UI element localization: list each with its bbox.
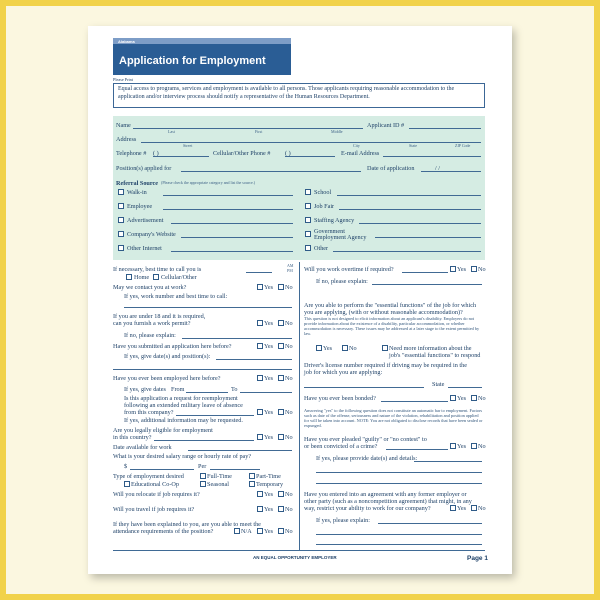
to-date-field[interactable] (240, 392, 292, 393)
agreement-explain-label: If yes, please explain: (316, 517, 370, 524)
submitted-dates-field-2[interactable] (113, 369, 292, 370)
overtime-explain-field[interactable] (372, 284, 482, 285)
seasonal-checkbox[interactable] (200, 481, 206, 487)
salary-dollar-label: $ (124, 463, 128, 470)
cellular-label: Cellular/Other (161, 274, 197, 281)
permit-yes-label: Yes (264, 320, 274, 327)
submitted-yes-label: Yes (264, 343, 274, 350)
submitted-yes-checkbox[interactable] (257, 343, 263, 349)
referral-other-field[interactable] (333, 251, 481, 252)
date-application-label: Date of application (367, 165, 415, 172)
attendance-no-label: No (285, 528, 293, 535)
work-number-field[interactable] (124, 307, 292, 308)
submitted-no-label: No (285, 343, 293, 350)
reemployment-info-note: If yes, additional information may be requested. (124, 417, 243, 424)
permit-no-label: No (285, 320, 293, 327)
attendance-yes-label: Yes (264, 528, 274, 535)
employed-dates-label: If yes, give dates (124, 386, 166, 393)
telephone-label: Telephone # (116, 150, 147, 157)
referral-walkin-label: Walk-in (127, 189, 147, 196)
guilty-details-field-2[interactable] (316, 472, 482, 473)
temporary-label: Temporary (256, 481, 284, 488)
eligible-no-checkbox[interactable] (278, 434, 284, 440)
essential-yes-label: Yes (323, 345, 333, 352)
address-field[interactable] (141, 142, 481, 143)
legally-eligible-field[interactable] (154, 440, 254, 441)
employed-yes-checkbox[interactable] (257, 375, 263, 381)
reemployment-field[interactable] (176, 415, 254, 416)
referral-website-label: Company's Website (127, 231, 176, 238)
referral-jobfair-field[interactable] (339, 209, 481, 210)
referral-walkin-checkbox[interactable] (118, 189, 124, 195)
guilty-yes-label: Yes (457, 443, 467, 450)
date-application-field[interactable] (421, 171, 481, 172)
referral-employee-field[interactable] (163, 209, 293, 210)
referral-title: Referral Source (116, 180, 158, 187)
referral-advertisement-checkbox[interactable] (118, 217, 124, 223)
attendance-yes-checkbox[interactable] (257, 528, 263, 534)
home-label: Home (134, 274, 150, 281)
telephone-area: ( ) (153, 150, 159, 157)
license-label-1: Driver's license number required if driving may be required in the (304, 362, 467, 369)
contact-work-no-checkbox[interactable] (278, 284, 284, 290)
relocate-yes-checkbox[interactable] (257, 491, 263, 497)
employed-before-label: Have you ever been employed here before? (113, 375, 221, 382)
part-time-label: Part-Time (256, 473, 281, 480)
eligible-yes-label: Yes (264, 434, 274, 441)
bonded-yes-checkbox[interactable] (450, 395, 456, 401)
need-info-label-1: Need more information about the (389, 345, 472, 352)
guilty-details-field[interactable] (414, 461, 482, 462)
essential-yes-checkbox[interactable] (316, 345, 322, 351)
overtime-field[interactable] (402, 272, 448, 273)
guilty-label-1: Have you ever pleaded "guilty" or "no contest" to (304, 436, 427, 443)
full-time-label: Full-Time (207, 473, 232, 480)
referral-walkin-field[interactable] (163, 195, 293, 196)
permit-explain-field[interactable] (182, 338, 292, 339)
travel-no-label: No (285, 506, 293, 513)
position-label: Position(s) applied for (116, 165, 172, 172)
referral-advertisement-field[interactable] (171, 223, 293, 224)
overtime-yes-checkbox[interactable] (450, 266, 456, 272)
overtime-no-checkbox[interactable] (471, 266, 477, 272)
overtime-yes-label: Yes (457, 266, 467, 273)
guilty-details-label: If yes, please provide date(s) and details: (316, 455, 418, 462)
travel-label: Will you travel if job requires it? (113, 506, 195, 513)
seasonal-label: Seasonal (207, 481, 229, 488)
travel-no-checkbox[interactable] (278, 506, 284, 512)
permit-explain-label: If no, please explain: (124, 332, 176, 339)
guilty-details-field-3[interactable] (316, 483, 482, 484)
submitted-no-checkbox[interactable] (278, 343, 284, 349)
legally-eligible-label-1: Are you legally eligible for employment (113, 427, 213, 434)
work-number-label: If yes, work number and best time to call: (124, 293, 228, 300)
guilty-field[interactable] (386, 449, 448, 450)
contact-work-yes-label: Yes (264, 284, 274, 291)
agreement-explain-field-2[interactable] (316, 534, 482, 535)
last-sublabel: Last (168, 129, 175, 134)
travel-yes-label: Yes (264, 506, 274, 513)
first-sublabel: First (255, 129, 263, 134)
referral-employee-checkbox[interactable] (118, 203, 124, 209)
applicant-id-field[interactable] (409, 128, 481, 129)
full-time-checkbox[interactable] (200, 473, 206, 479)
reemployment-yes-checkbox[interactable] (257, 409, 263, 415)
agreement-yes-checkbox[interactable] (450, 505, 456, 511)
salary-per-label: Per (198, 463, 207, 470)
bonded-yes-label: Yes (457, 395, 467, 402)
referral-school-label: School (314, 189, 332, 196)
referral-employee-label: Employee (127, 203, 153, 210)
relocate-yes-label: Yes (264, 491, 274, 498)
notice-box: Equal access to programs, services and employment is available to all persons. Those applicants requiring reasonable accommodation to the application and/or interview process should notify a representative of the Human Resources Department. (113, 83, 485, 108)
contact-work-no-label: No (285, 284, 293, 291)
guilty-no-checkbox[interactable] (471, 443, 477, 449)
bonded-no-checkbox[interactable] (471, 395, 477, 401)
telephone-field[interactable] (153, 156, 209, 157)
city-sublabel: City (353, 143, 360, 148)
state-label: Alabama (118, 38, 135, 44)
equal-opportunity-footer: AN EQUAL OPPORTUNITY EMPLOYER (253, 555, 337, 560)
from-label: From (171, 386, 185, 393)
referral-internet-label: Other Internet (127, 245, 162, 252)
license-label-2: job for which you are applying: (304, 369, 383, 376)
application-page (88, 26, 512, 574)
overtime-explain-label: If no, please explain: (316, 278, 368, 285)
essential-label-2: you are applying, (with or without reasonable accommodation)? (304, 309, 463, 316)
bonded-field[interactable] (381, 401, 448, 402)
relocate-no-label: No (285, 491, 293, 498)
part-time-checkbox[interactable] (249, 473, 255, 479)
referral-advertisement-label: Advertisement (127, 217, 164, 224)
attendance-na-label: N/A (241, 528, 252, 535)
license-number-field[interactable] (304, 387, 424, 388)
email-label: E-mail Address (341, 150, 380, 157)
agreement-no-label: No (478, 505, 486, 512)
salary-amount-field[interactable] (130, 469, 194, 470)
position-field[interactable] (181, 171, 361, 172)
best-time-label: If necessary, best time to call you is (113, 266, 202, 273)
state-tab (113, 38, 291, 44)
street-sublabel: Street (183, 143, 193, 148)
agreement-label-2: other party (such as a noncompetition agreement) that might, in any (304, 498, 472, 505)
to-label: To (231, 386, 238, 393)
referral-jobfair-label: Job Fair (314, 203, 335, 210)
referral-internet-field[interactable] (171, 251, 293, 252)
answering-fine-print: Answering "yes" to the following question does not constitute an automatic bar to employment. Factors such as date of the offense, seriousness and nature of the violation, rehabilitation and position applied for will be taken into account. NOTE: You are not obligated to disclose records that have been sealed or expunged. (304, 408, 483, 428)
attendance-no-checkbox[interactable] (278, 528, 284, 534)
under18-label: If you are under 18 and it is required, (113, 313, 206, 320)
footer-rule (113, 550, 485, 551)
agreement-yes-label: Yes (457, 505, 467, 512)
am-label: AM (287, 263, 294, 268)
address-label: Address (116, 136, 137, 143)
reemployment-no-label: No (285, 409, 293, 416)
referral-school-checkbox[interactable] (305, 189, 311, 195)
need-info-label-2: job's "essential functions" to respond (389, 352, 481, 359)
column-divider (299, 262, 300, 550)
bonded-no-label: No (478, 395, 486, 402)
submitted-before-label: Have you submitted an application here before? (113, 343, 232, 350)
guilty-label-2: or been convicted of a crime? (304, 443, 378, 450)
referral-government-checkbox[interactable] (305, 231, 311, 237)
essential-label-1: Are you able to perform the "essential functions" of the job for which (304, 302, 477, 309)
essential-no-checkbox[interactable] (342, 345, 348, 351)
referral-other-label: Other (314, 245, 329, 252)
coop-checkbox[interactable] (124, 481, 130, 487)
referral-staffing-label: Staffing Agency (314, 217, 355, 224)
referral-internet-checkbox[interactable] (118, 245, 124, 251)
legally-eligible-label-2: in this country? (113, 434, 152, 441)
attendance-label-2: attendance requirements of the position? (113, 528, 214, 535)
coop-label: Educational Co-Op (131, 481, 179, 488)
submitted-dates-field[interactable] (216, 359, 292, 360)
cell-area: ( ) (285, 150, 291, 157)
temporary-checkbox[interactable] (249, 481, 255, 487)
agreement-explain-field-3[interactable] (316, 544, 482, 545)
best-time-field[interactable] (246, 272, 272, 273)
travel-yes-checkbox[interactable] (257, 506, 263, 512)
reemployment-no-checkbox[interactable] (278, 409, 284, 415)
referral-website-field[interactable] (181, 237, 293, 238)
employed-yes-label: Yes (264, 375, 274, 382)
essential-no-label: No (349, 345, 357, 352)
essential-fine-print: This question is not designed to elicit information about an applicant's disability. Employers do not provide information about the existence of a disability, particular accommodation, or whether accommodation is necessary. These issues may be addressed at a later stage to the extent permitted by law. (304, 316, 480, 336)
guilty-no-label: No (478, 443, 486, 450)
referral-other-checkbox[interactable] (305, 245, 311, 251)
type-desired-label: Type of employment desired (113, 473, 184, 480)
reemployment-label-2: following an extended military leave of absence (124, 402, 243, 409)
referral-staffing-checkbox[interactable] (305, 217, 311, 223)
page-title: Application for Employment (119, 55, 266, 67)
agreement-no-checkbox[interactable] (471, 505, 477, 511)
employed-no-label: No (285, 375, 293, 382)
email-field[interactable] (383, 156, 481, 157)
bonded-label: Have you ever been bonded? (304, 395, 376, 402)
employed-no-checkbox[interactable] (278, 375, 284, 381)
applicant-id-label: Applicant ID # (367, 122, 405, 129)
reemployment-label-3: from this company? (124, 409, 174, 416)
eligible-no-label: No (285, 434, 293, 441)
referral-subtitle: (Please check the appropriate category and list the source.) (161, 180, 256, 185)
name-label: Name (116, 122, 131, 129)
middle-sublabel: Middle (331, 129, 343, 134)
referral-website-checkbox[interactable] (118, 231, 124, 237)
pm-label: PM (287, 268, 293, 273)
state-sublabel: State (409, 143, 417, 148)
relocate-no-checkbox[interactable] (278, 491, 284, 497)
relocate-label: Will you relocate if job requires it? (113, 491, 200, 498)
please-print-note: Please Print (113, 77, 133, 82)
cell-field[interactable] (285, 156, 335, 157)
salary-label: What is your desired salary range or hourly rate of pay? (113, 453, 252, 460)
applicant-section (113, 116, 485, 260)
date-available-label: Date available for work (113, 444, 172, 451)
submitted-dates-label: If yes, give date(s) and position(s): (124, 353, 211, 360)
work-permit-label: can you furnish a work permit? (113, 320, 191, 327)
contact-work-yes-checkbox[interactable] (257, 284, 263, 290)
home-checkbox[interactable] (126, 274, 132, 280)
referral-school-field[interactable] (337, 195, 481, 196)
page-number: Page 1 (467, 555, 488, 562)
referral-government-label: Government Employment Agency (314, 228, 367, 242)
from-date-field[interactable] (186, 392, 228, 393)
eligible-yes-checkbox[interactable] (257, 434, 263, 440)
permit-yes-checkbox[interactable] (257, 320, 263, 326)
overtime-no-label: No (478, 266, 486, 273)
guilty-yes-checkbox[interactable] (450, 443, 456, 449)
zip-sublabel: ZIP Code (455, 143, 471, 148)
cell-label: Cellular/Other Phone # (213, 150, 271, 157)
reemployment-label-1: Is this application a request for reemployment (124, 395, 238, 402)
agreement-explain-field[interactable] (378, 523, 482, 524)
referral-jobfair-checkbox[interactable] (305, 203, 311, 209)
permit-no-checkbox[interactable] (278, 320, 284, 326)
agreement-label-3: way, restrict your ability to work for our company? (304, 505, 431, 512)
contact-work-label: May we contact you at work? (113, 284, 187, 291)
attendance-label-1: If they have been explained to you, are you able to meet the (113, 521, 261, 528)
overtime-label: Will you work overtime if required? (304, 266, 394, 273)
referral-staffing-field[interactable] (359, 223, 481, 224)
essential-need-info-checkbox[interactable] (382, 345, 388, 351)
date-available-field[interactable] (188, 450, 292, 451)
license-state-field[interactable] (448, 387, 482, 388)
license-state-label: State (432, 381, 445, 388)
cellular-checkbox[interactable] (153, 274, 159, 280)
date-application-slashes: / / (435, 165, 440, 172)
salary-per-field[interactable] (210, 469, 260, 470)
reemployment-yes-label: Yes (264, 409, 274, 416)
referral-government-field[interactable] (375, 237, 481, 238)
attendance-na-checkbox[interactable] (234, 528, 240, 534)
agreement-label-1: Have you entered into an agreement with any former employer or (304, 491, 467, 498)
